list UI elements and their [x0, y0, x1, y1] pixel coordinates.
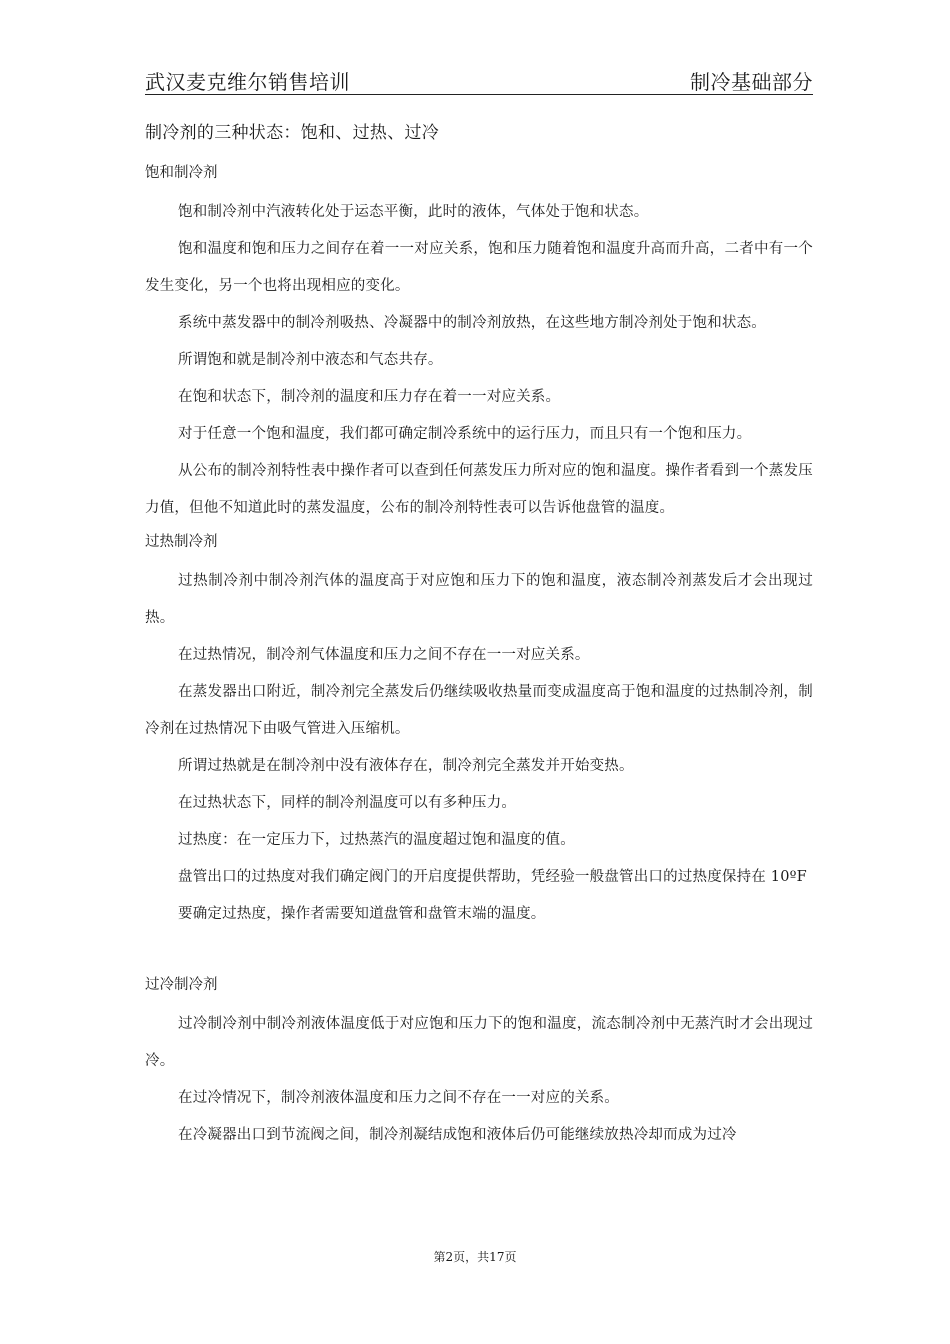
paragraph: 饱和温度和饱和压力之间存在着一一对应关系，饱和压力随着饱和温度升高而升高，二者中有一个发生变化，另一个也将出现相应的变化。 — [145, 241, 813, 294]
paragraph: 过热制冷剂中制冷剂汽体的温度高于对应饱和压力下的饱和温度，液态制冷剂蒸发后才会出现过热。 — [145, 573, 813, 626]
document-title: 制冷剂的三种状态：饱和、过热、过冷 — [145, 123, 440, 143]
paragraph: 在蒸发器出口附近，制冷剂完全蒸发后仍继续吸收热量而变成温度高于饱和温度的过热制冷剂，制冷剂在过热情况下由吸气管进入压缩机。 — [145, 684, 813, 737]
document-body — [145, 120, 813, 1154]
paragraph: 在过热情况，制冷剂气体温度和压力之间不存在一一对应关系。 — [178, 647, 590, 663]
paragraph: 所谓过热就是在制冷剂中没有液体存在，制冷剂完全蒸发并开始变热。 — [178, 758, 634, 774]
paragraph: 要确定过热度，操作者需要知道盘管和盘管末端的温度。 — [178, 906, 546, 922]
paragraph: 从公布的制冷剂特性表中操作者可以查到任何蒸发压力所对应的饱和温度。操作者看到一个蒸发压力值，但他不知道此时的蒸发温度，公布的制冷剂特性表可以告诉他盘管的温度。 — [145, 463, 813, 516]
paragraph: 系统中蒸发器中的制冷剂吸热、冷凝器中的制冷剂放热，在这些地方制冷剂处于饱和状态。 — [178, 315, 766, 331]
paragraph: 饱和制冷剂中汽液转化处于运态平衡，此时的液体，气体处于饱和状态。 — [178, 204, 649, 220]
section-heading-saturated: 饱和制冷剂 — [145, 165, 218, 181]
section-heading-superheat: 过热制冷剂 — [145, 534, 218, 550]
paragraph: 盘管出口的过热度对我们确定阀门的开启度提供帮助，凭经验一般盘管出口的过热度保持在 10ºF — [178, 869, 807, 885]
header-left-title: 武汉麦克维尔销售培训 — [145, 70, 350, 94]
blank-line — [145, 933, 813, 970]
section-heading-subcool: 过冷制冷剂 — [145, 977, 218, 993]
paragraph: 过热度：在一定压力下，过热蒸汽的温度超过饱和温度的值。 — [178, 832, 575, 848]
paragraph: 在饱和状态下，制冷剂的温度和压力存在着一一对应关系。 — [178, 389, 561, 405]
paragraph: 所谓饱和就是制冷剂中液态和气态共存。 — [178, 352, 443, 368]
page-header — [145, 64, 813, 95]
paragraph: 在冷凝器出口到节流阀之间，制冷剂凝结成饱和液体后仍可能继续放热冷却而成为过冷 — [178, 1127, 737, 1143]
paragraph: 过冷制冷剂中制冷剂液体温度低于对应饱和压力下的饱和温度，流态制冷剂中无蒸汽时才会出现过冷。 — [145, 1016, 813, 1069]
page-footer: 第2页，共17页 — [433, 1250, 517, 1264]
paragraph: 在过热状态下，同样的制冷剂温度可以有多种压力。 — [178, 795, 517, 811]
paragraph: 在过冷情况下，制冷剂液体温度和压力之间不存在一一对应的关系。 — [178, 1090, 619, 1106]
header-right-title: 制冷基础部分 — [690, 70, 813, 94]
paragraph: 对于任意一个饱和温度，我们都可确定制冷系统中的运行压力，而且只有一个饱和压力。 — [178, 426, 752, 442]
